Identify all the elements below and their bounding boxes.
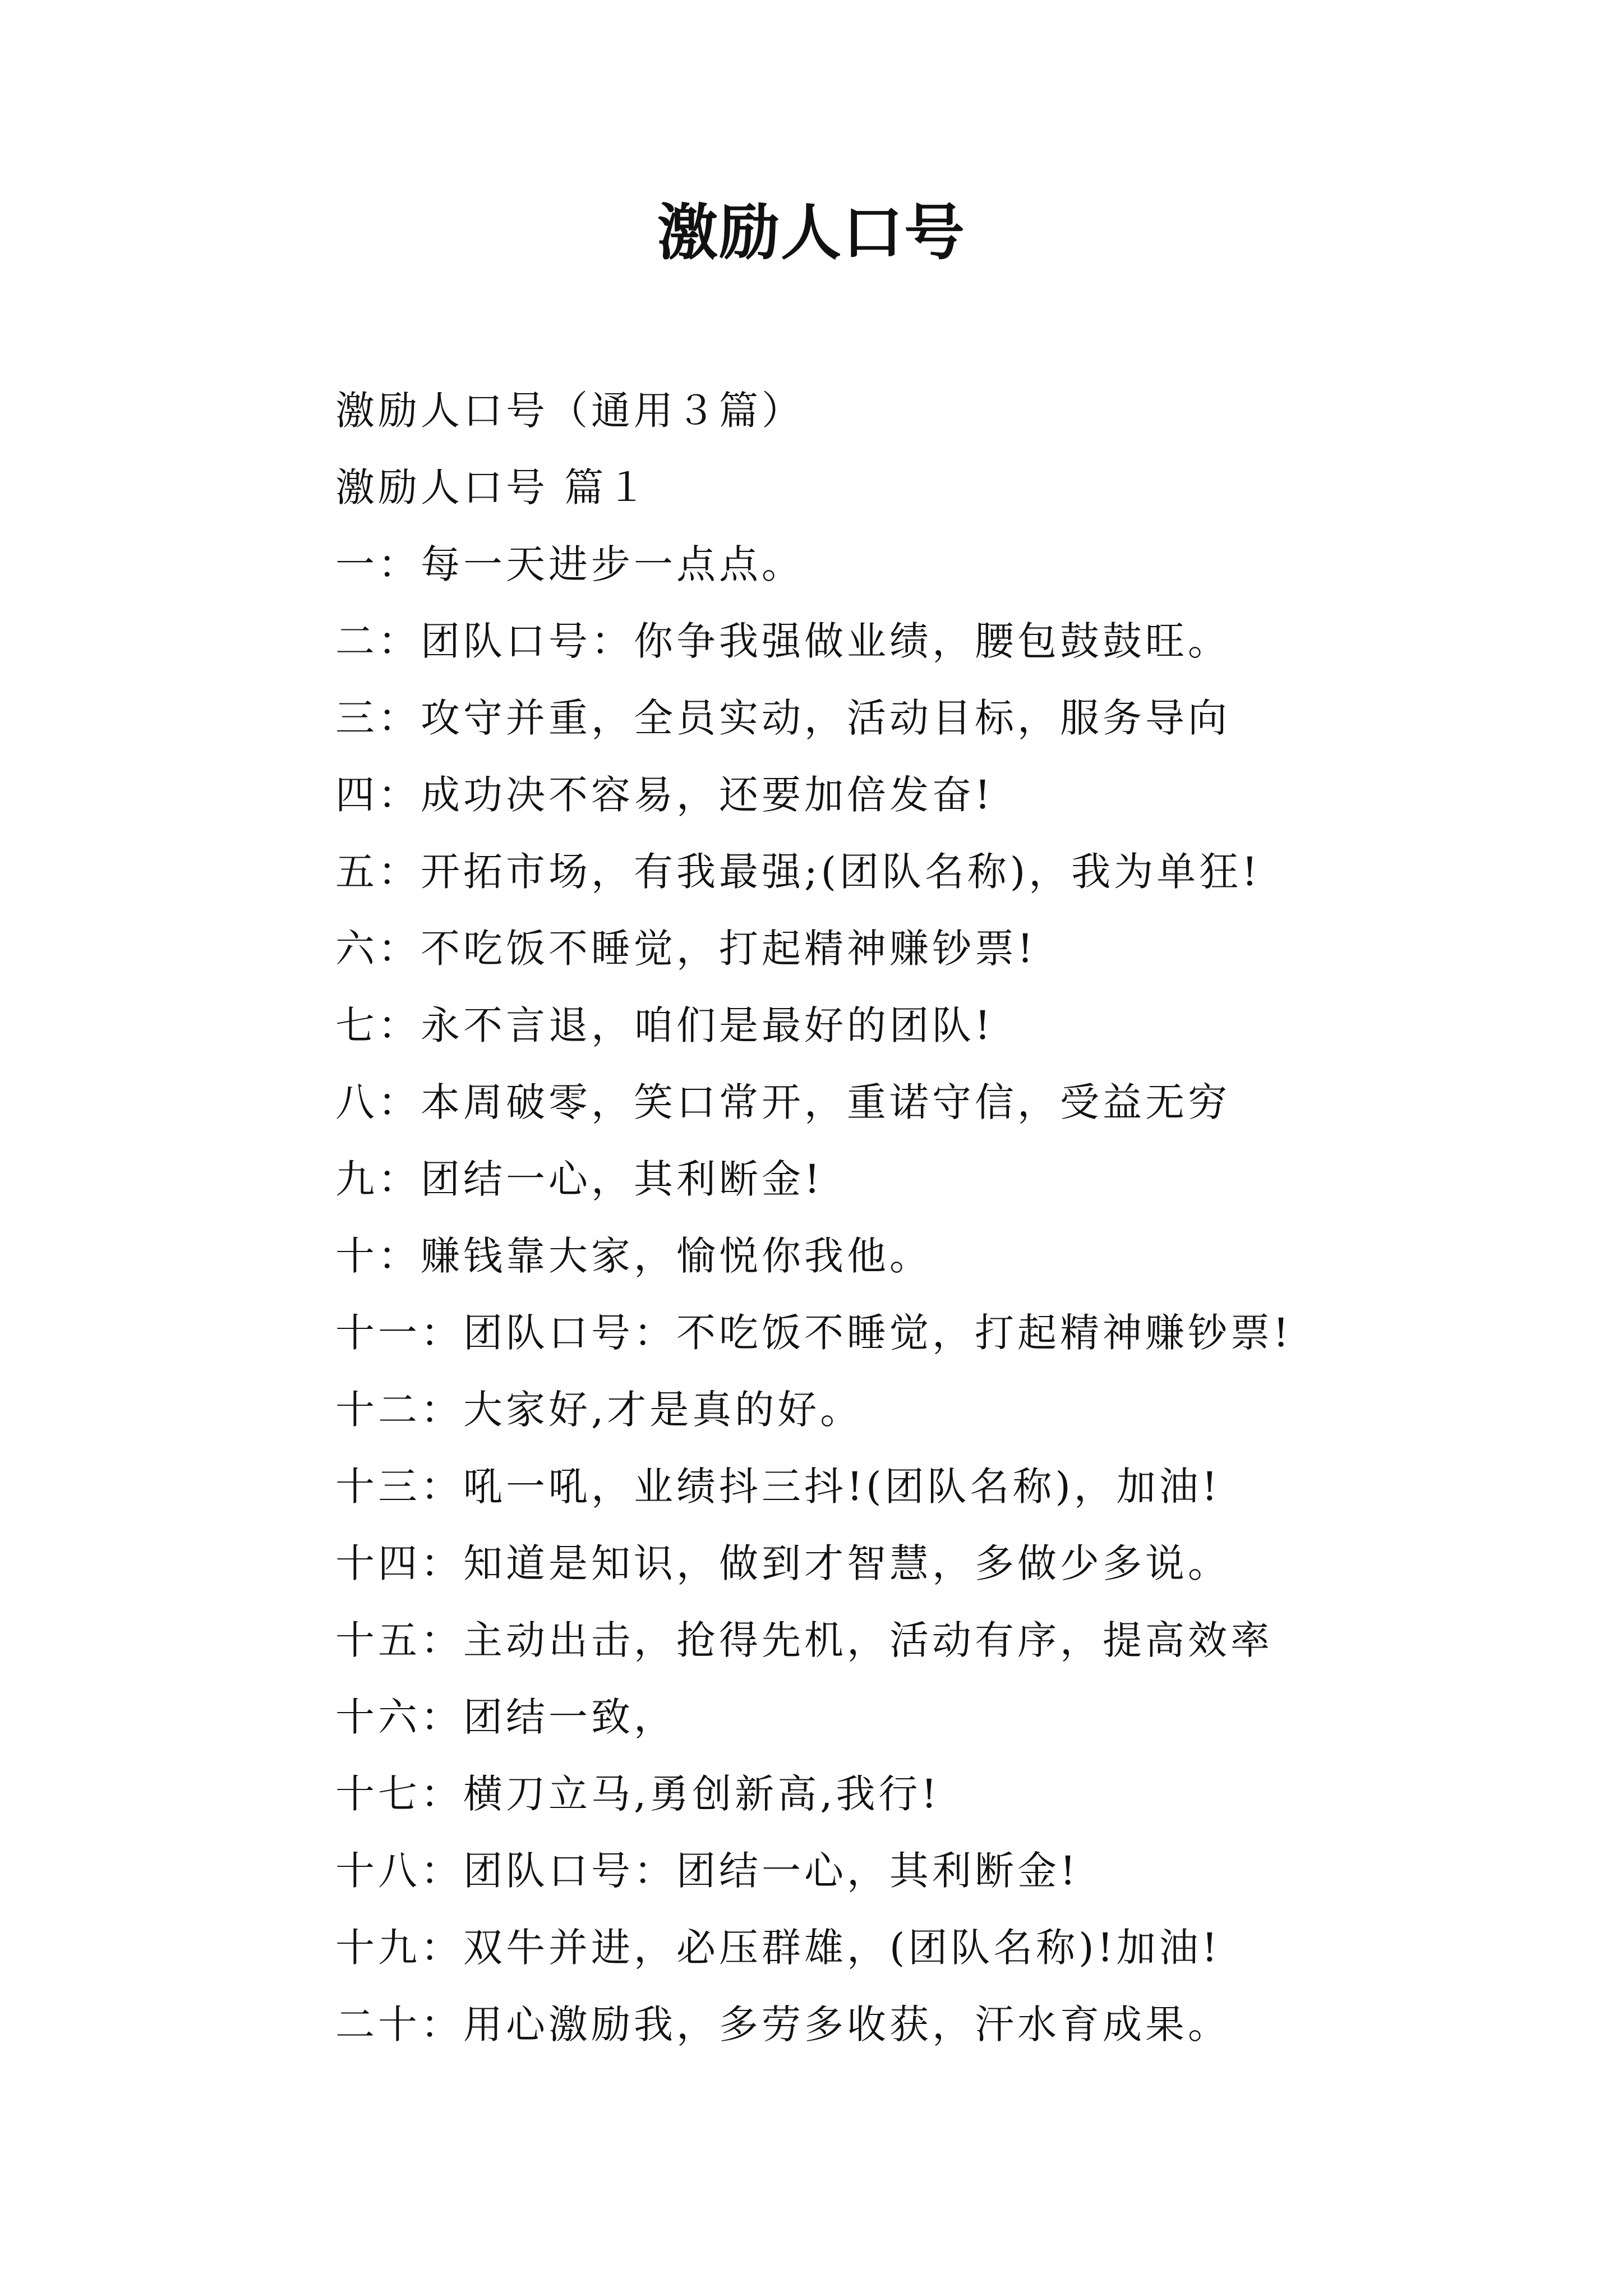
list-item: 十一：团队口号：不吃饭不睡觉，打起精神赚钞票! xyxy=(335,1310,1293,1356)
document-body xyxy=(335,372,1485,2063)
subtitle-line: 激励人口号（通用３篇） xyxy=(335,388,804,434)
section-heading: 激励人口号 篇１ xyxy=(335,464,650,510)
list-item: 十九：双牛并进，必压群雄，(团队名称)!加油! xyxy=(335,1925,1221,1971)
list-item: 二十：用心激励我，多劳多收获，汗水育成果。 xyxy=(335,2001,1230,2047)
list-item: 一：每一天进步一点点。 xyxy=(335,541,804,587)
list-item: 十二：大家好,才是真的好。 xyxy=(335,1387,863,1433)
list-item: 七：永不言退，咱们是最好的团队! xyxy=(335,1002,994,1048)
page-title: 激励人口号 xyxy=(657,197,966,268)
list-item: 三：攻守并重，全员实动，活动目标，服务导向 xyxy=(335,695,1230,741)
list-item: 十八：团队口号：团结一心，其利断金! xyxy=(335,1848,1080,1894)
list-item: 十六：团结一致， xyxy=(335,1694,676,1740)
list-item: 二：团队口号：你争我强做业绩，腰包鼓鼓旺。 xyxy=(335,618,1230,664)
list-item: 十四：知道是知识，做到才智慧，多做少多说。 xyxy=(335,1540,1230,1586)
list-item: 四：成功决不容易，还要加倍发奋! xyxy=(335,772,994,818)
list-item: 十三：吼一吼，业绩抖三抖!(团队名称)，加油! xyxy=(335,1464,1221,1510)
list-item: 十七：横刀立马,勇创新高,我行! xyxy=(335,1771,940,1817)
list-item: 十五：主动出击，抢得先机，活动有序，提高效率 xyxy=(335,1617,1273,1663)
list-item: 六：不吃饭不睡觉，打起精神赚钞票! xyxy=(335,926,1037,972)
list-item: 十：赚钱靠大家，愉悦你我他。 xyxy=(335,1233,932,1279)
list-item: 五：开拓市场，有我最强;(团队名称)，我为单狂! xyxy=(335,849,1261,895)
list-item: 八：本周破零，笑口常开，重诺守信，受益无穷 xyxy=(335,1079,1230,1125)
list-item: 九：团结一心，其利断金! xyxy=(335,1156,824,1202)
